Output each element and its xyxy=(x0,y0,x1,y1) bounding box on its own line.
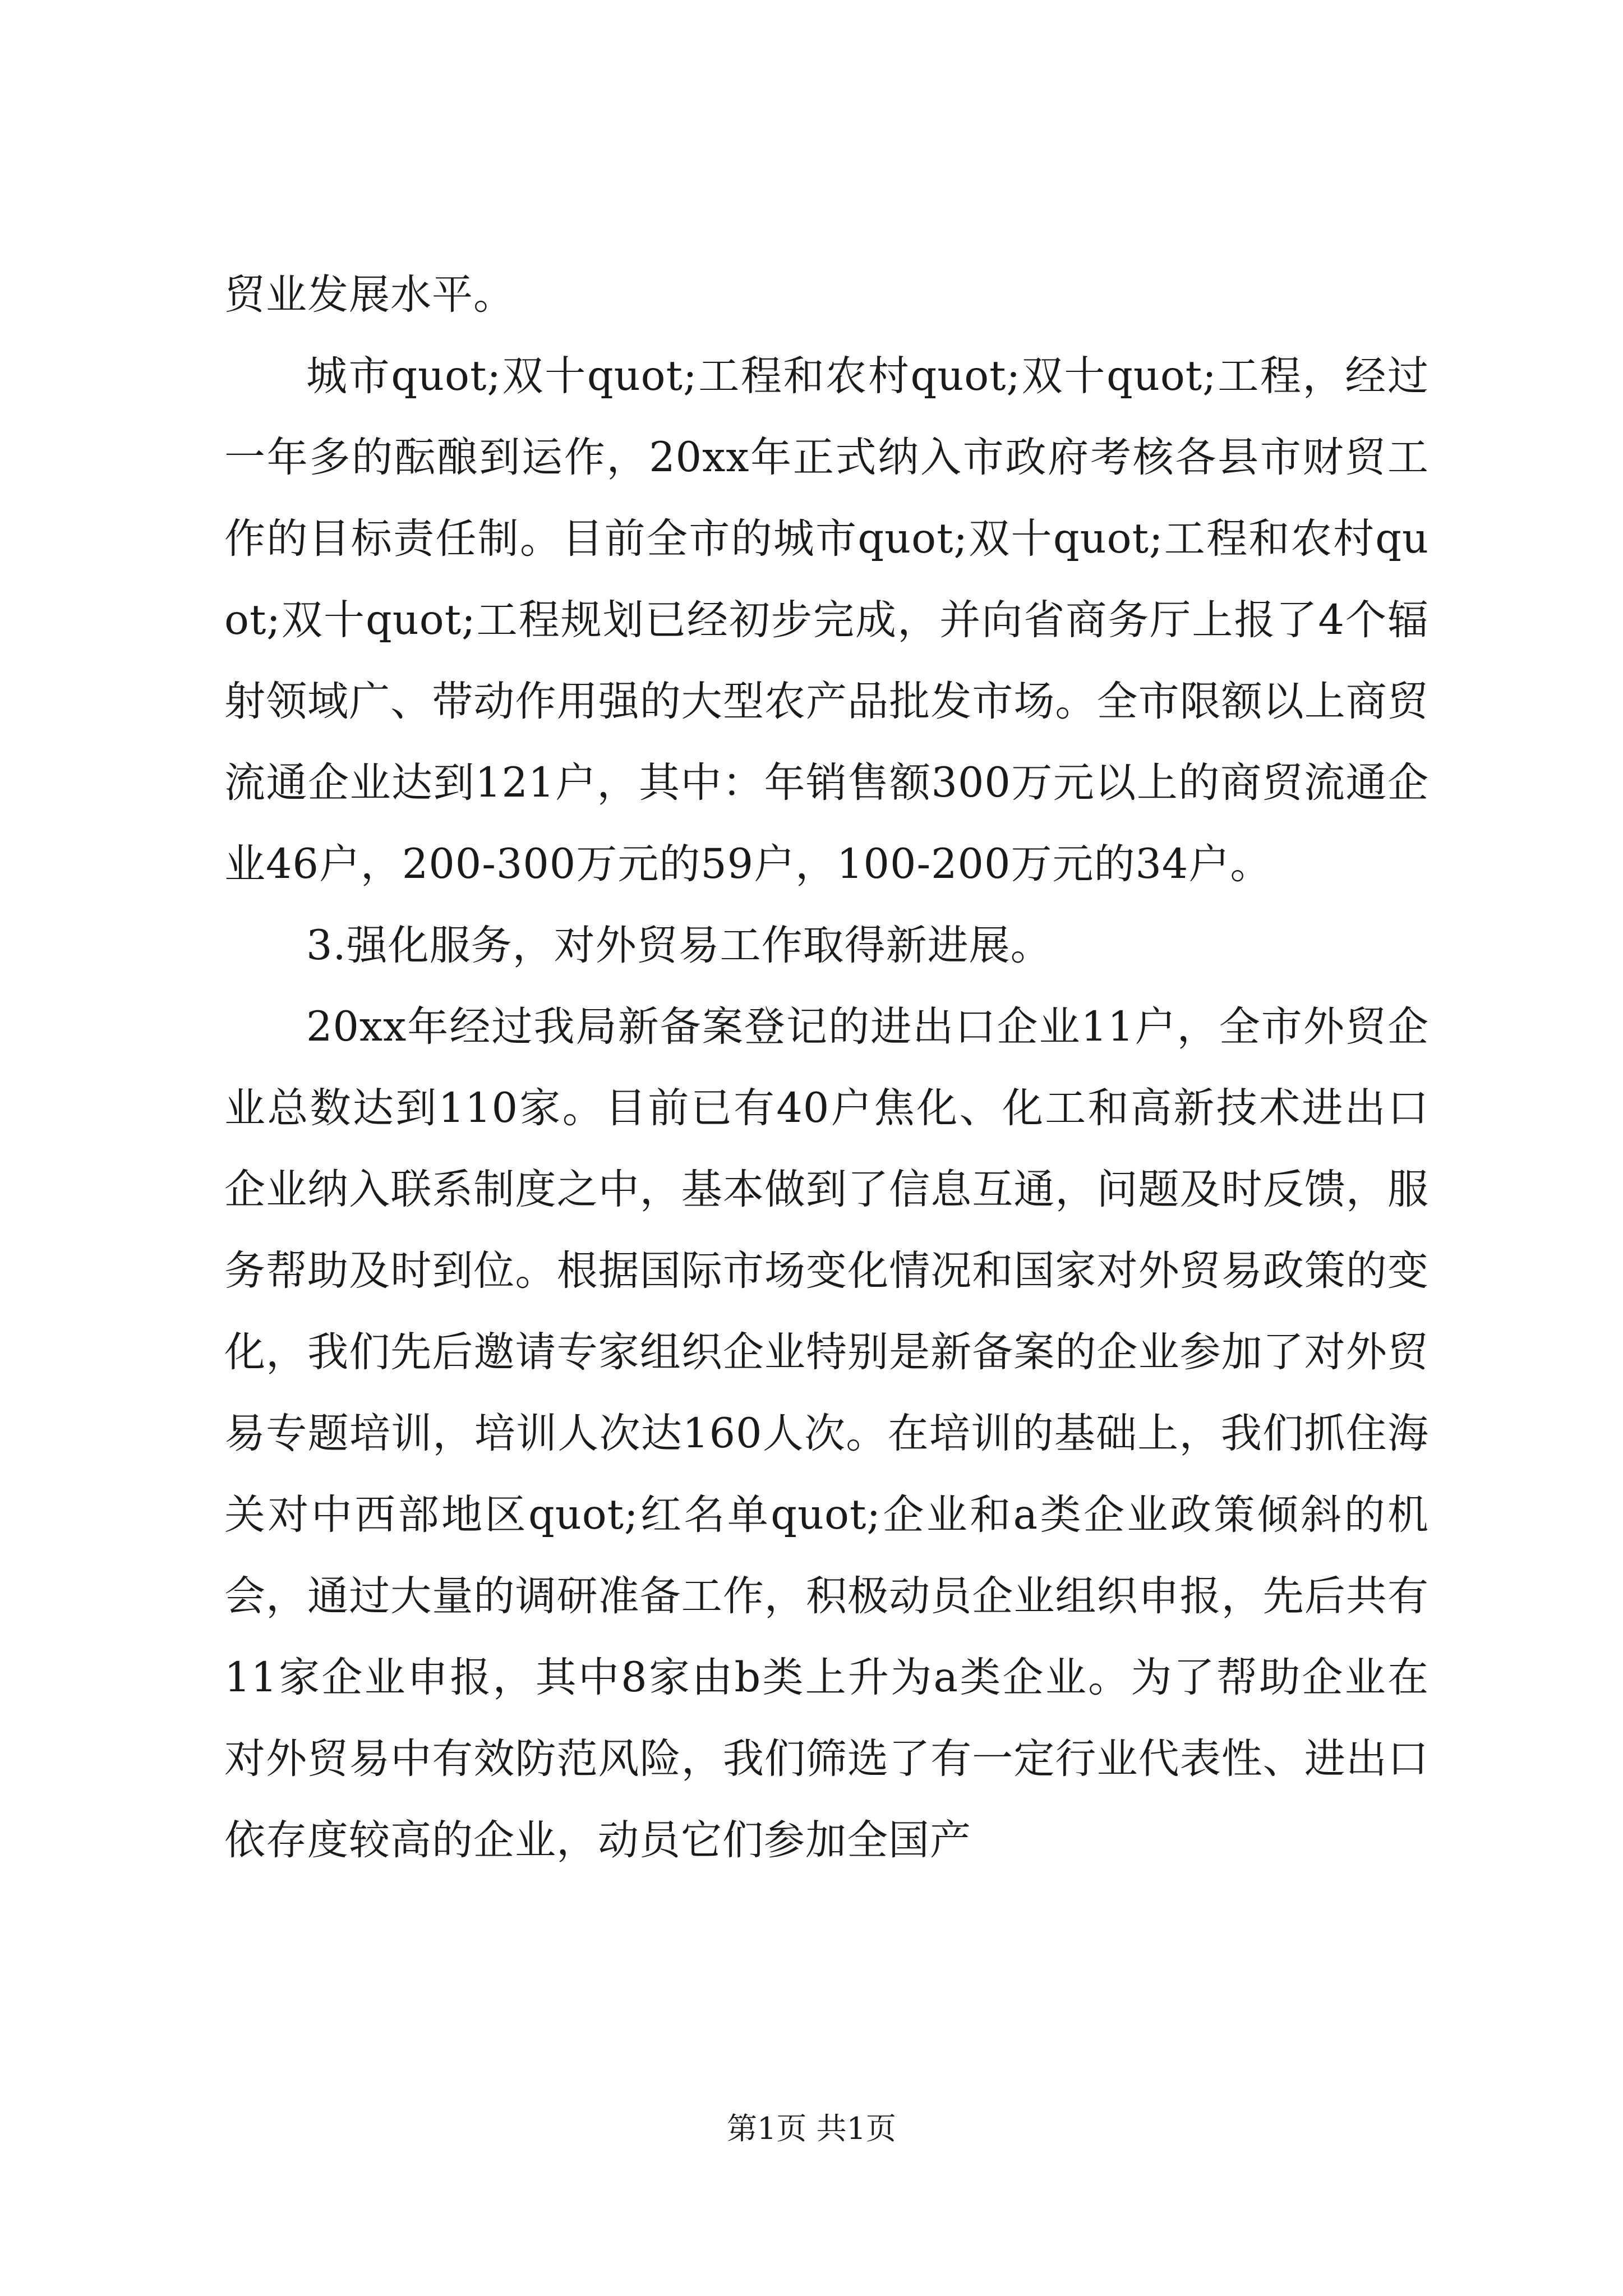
section-heading: 3.强化服务，对外贸易工作取得新进展。 xyxy=(306,922,1052,969)
page-footer: 第1页 共1页 xyxy=(727,2111,896,2146)
paragraph: 贸业发展水平。 xyxy=(224,271,515,319)
paragraph: 20xx年经过我局新备案登记的进出口企业11户，全市外贸企业总数达到110家。目前已有40户焦化、化工和高新技术进出口企业纳入联系制度之中，基本做到了信息互通，问题及时反馈，服务帮助及时到位。根据国际市场变化情况和国家对外贸易政策的变化，我们先后邀请专家组织企业特别是新备案的企业参加了对外贸易专题培训，培训人次达160人次。在培训的基础上，我们抓住海关对中西部地区quot;红名单quot;企业和a类企业政策倾斜的机会，通过大量的调研准备工作，积极动员企业组织申报，先后共有11家企业申报，其中8家由b类上升为a类企业。为了帮助企业在对外贸易中有效防范风险，我们筛选了有一定行业代表性、进出口依存度较高的企业，动员它们参加全国产 xyxy=(224,1003,1429,1864)
paragraph: 城市quot;双十quot;工程和农村quot;双十quot;工程，经过一年多的酝酿到运作，20xx年正式纳入市政府考核各县市财贸工作的目标责任制。目前全市的城市quot;双十quot;工程和农村quot;双十quot;工程规划已经初步完成，并向省商务厅上报了4个辐射领域广、带动作用强的大型农产品批发市场。全市限额以上商贸流通企业达到121户，其中：年销售额300万元以上的商贸流通企业46户，200-300万元的59户，100-200万元的34户。 xyxy=(224,352,1429,888)
document-body xyxy=(224,254,1429,1881)
